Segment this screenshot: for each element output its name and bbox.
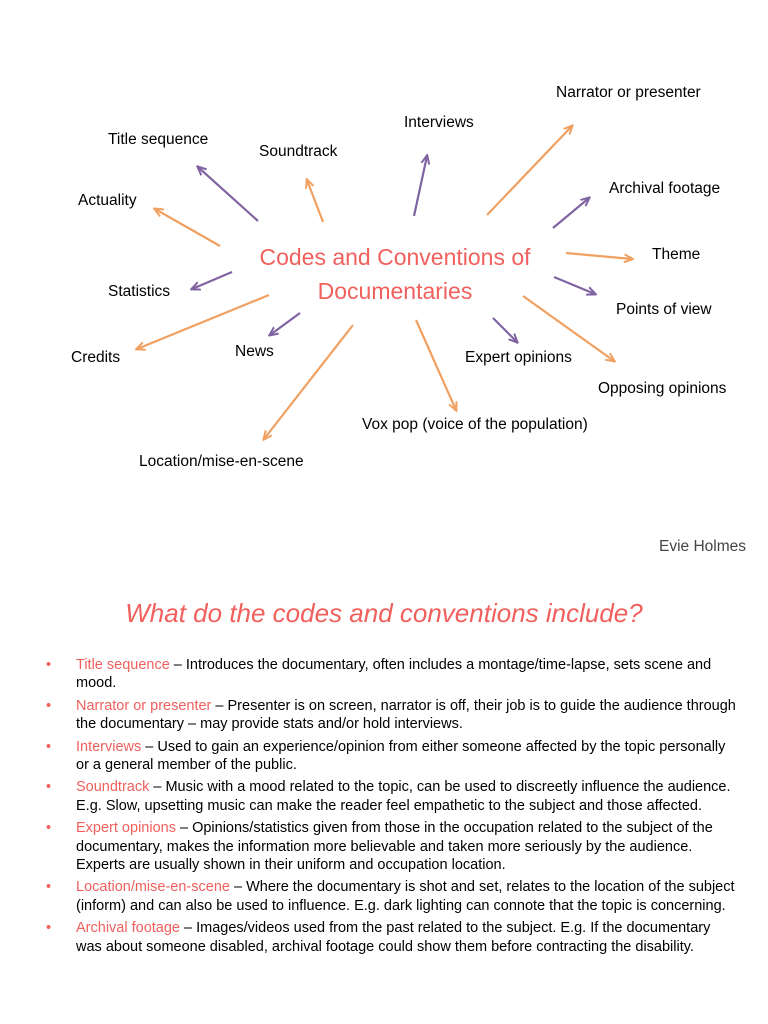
label-expert-opinions: Expert opinions (465, 349, 572, 366)
description: – Where the documentary is shot and set, relates to the location of the subject (inform) and can also be used to influence. E.g. dark lighting can connote that the topic is concerning. (76, 879, 735, 914)
mindmap-center-title: Codes and Conventions of Documentaries (259, 244, 531, 304)
label-actuality: Actuality (78, 192, 137, 209)
arrow-actuality (155, 209, 220, 246)
list-item (46, 778, 736, 815)
arrow-news (270, 313, 300, 335)
arrow-interviews (414, 156, 427, 216)
label-archival-footage: Archival footage (609, 180, 721, 197)
bullet-icon: • (46, 920, 52, 937)
arrow-points-of-view (554, 277, 595, 294)
bullet-icon: • (46, 820, 52, 837)
term: Narrator or presenter (76, 697, 212, 714)
arrow-statistics (192, 272, 232, 289)
label-vox-pop: Vox pop (voice of the population) (362, 416, 588, 433)
arrow-title-sequence (198, 167, 258, 221)
arrow-soundtrack (307, 180, 323, 222)
arrow-vox-pop (416, 320, 456, 410)
term: Interviews (76, 738, 142, 755)
label-opposing-opinions: Opposing opinions (598, 380, 727, 397)
term: Expert opinions (76, 820, 176, 837)
description: – Presenter is on screen, narrator is off, their job is to guide the audience through the documentary – may provide stats and/or hold interviews. (76, 697, 736, 733)
description: – Opinions/statistics given from those in the occupation related to the subject of the documentary, makes the information more believable and taken more seriously by the audience. Experts are usually shown in their uniform and occupation location. (76, 820, 713, 874)
list-item (46, 919, 736, 956)
term: Archival footage (76, 920, 180, 937)
description: – Used to gain an experience/opinion from either someone affected by the topic personally or a general member of the public. (76, 738, 726, 774)
arrow-narrator (487, 126, 572, 215)
label-statistics: Statistics (108, 283, 171, 300)
conventions-list (46, 656, 736, 960)
label-news: News (235, 343, 274, 360)
conventions-slide (0, 580, 768, 1024)
arrow-expert-opinions (493, 318, 517, 342)
list-item (46, 656, 736, 693)
slide-title: What do the codes and conventions include? (125, 598, 643, 628)
label-interviews: Interviews (404, 114, 474, 131)
term: Title sequence (76, 657, 170, 673)
label-title-sequence: Title sequence (108, 131, 209, 148)
arrow-location (264, 325, 353, 439)
bullet-icon: • (46, 879, 52, 896)
list-item (46, 878, 736, 915)
label-points-of-view: Points of view (616, 301, 712, 318)
label-credits: Credits (71, 349, 121, 366)
description: – Images/videos used from the past related to the subject. E.g. If the documentary was about someone disabled, archival footage could show them before contracting the disability. (76, 920, 711, 955)
bullet-icon: • (46, 779, 52, 796)
bullet-icon: • (46, 697, 52, 714)
label-location: Location/mise-en-scene (139, 453, 304, 470)
arrow-theme (566, 253, 632, 259)
arrow-archival (553, 198, 589, 228)
label-narrator: Narrator or presenter (556, 84, 701, 101)
list-item (46, 819, 736, 874)
author-name: Evie Holmes (659, 538, 746, 555)
term: Location/mise-en-scene (76, 879, 230, 896)
bullet-icon: • (46, 738, 52, 755)
label-theme: Theme (652, 246, 701, 263)
description: – Music with a mood related to the topic, can be used to discreetly influence the audience. E.g. Slow, upsetting music can make the reader feel empathetic to the subject and those affected. (76, 779, 731, 814)
list-item (46, 738, 736, 775)
list-item (46, 697, 736, 734)
label-soundtrack: Soundtrack (259, 143, 338, 160)
description: – Introduces the documentary, often includes a montage/time-lapse, sets scene and mood. (76, 657, 712, 692)
bullet-icon: • (46, 657, 52, 673)
term: Soundtrack (76, 779, 150, 796)
